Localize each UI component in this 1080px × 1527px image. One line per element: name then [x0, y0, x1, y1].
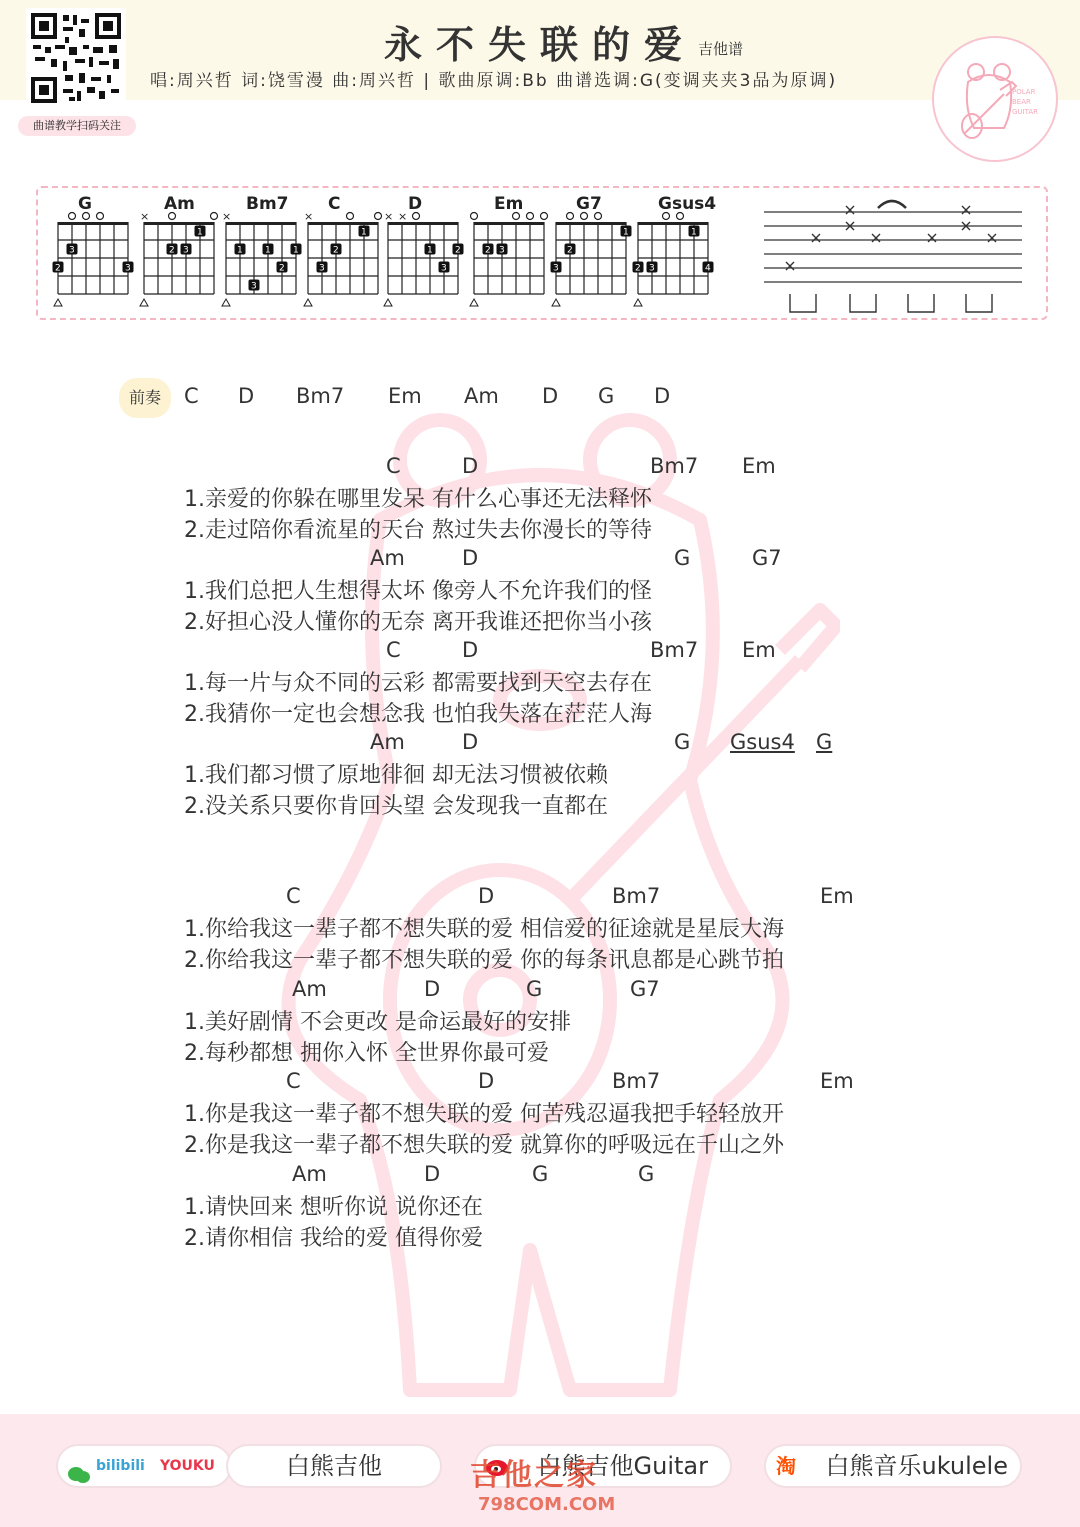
finger-dot: [195, 226, 206, 238]
finger-dot: [277, 262, 288, 274]
chord-grid: [630, 194, 716, 314]
lyric-line: 1.你给我这一辈子都不想失联的爱 相信爱的征途就是星辰大海: [184, 917, 784, 942]
chord-symbol: Em: [742, 638, 776, 662]
finger-dot: [263, 244, 274, 256]
chord-symbol: Em: [820, 1069, 854, 1093]
finger-dot: [181, 244, 192, 256]
site-watermark-url: 798COM.COM: [478, 1494, 616, 1515]
svg-text:2: 2: [485, 245, 491, 256]
svg-text:GUITAR: GUITAR: [1012, 108, 1038, 116]
open-string-marker: [347, 213, 354, 220]
lyric-line: 1.我们总把人生想得太坏 像旁人不允许我们的怪: [184, 579, 652, 604]
chord-symbol: G: [526, 977, 543, 1001]
svg-text:1: 1: [197, 227, 203, 238]
chord-symbol: Am: [370, 730, 405, 754]
svg-text:3: 3: [319, 263, 325, 274]
finger-dot: [453, 244, 464, 256]
intro-chord: Em: [388, 384, 422, 408]
muted-string-marker: ×: [384, 210, 394, 223]
chord-symbol: D: [462, 546, 479, 570]
channel-label: 白熊吉他Guitar: [537, 1452, 708, 1480]
intro-label: 前奏: [119, 378, 171, 418]
chord-nut: [144, 222, 214, 225]
svg-text:1: 1: [623, 227, 629, 238]
chord-symbol: Bm7: [650, 454, 699, 478]
chord-grid: [380, 194, 466, 314]
finger-dot: [167, 244, 178, 256]
chord-symbol: Bm7: [650, 638, 699, 662]
page-title: 永不失联的爱: [384, 23, 697, 67]
chord-name: Bm7: [246, 194, 289, 214]
chord-symbol: G7: [752, 546, 782, 570]
open-string-marker: [413, 213, 420, 220]
svg-text:1: 1: [691, 227, 697, 238]
finger-dot: [551, 262, 562, 274]
chord-symbol: G: [674, 546, 691, 570]
wechat-icon: [68, 1456, 90, 1474]
chord-name: Em: [494, 194, 524, 214]
open-string-marker: [527, 213, 534, 220]
chord-grid: [300, 194, 386, 314]
song-credits: 唱:周兴哲 词:饶雪漫 曲:周兴哲 | 歌曲原调:Bb 曲谱选调:G(变调夹夹3品为原调): [150, 71, 838, 91]
chord-symbol: D: [462, 730, 479, 754]
root-marker: [222, 299, 230, 306]
chord-symbol: Bm7: [612, 884, 661, 908]
chord-grid: [50, 194, 136, 314]
open-string-marker: [595, 213, 602, 220]
chord-symbol: D: [424, 1162, 441, 1186]
chord-name: G: [78, 194, 92, 214]
root-marker: [634, 299, 642, 306]
finger-dot: [497, 244, 508, 256]
open-string-marker: [97, 213, 104, 220]
lyric-line: 2.我猜你一定也会想念我 也怕我失落在茫茫人海: [184, 702, 652, 727]
finger-dot: [359, 226, 370, 238]
muted-string-marker: ×: [222, 210, 232, 223]
lyric-line: 1.我们都习惯了原地徘徊 却无法习惯被依赖: [184, 763, 608, 788]
finger-dot: [53, 262, 64, 274]
site-watermark: 吉他之家: [470, 1458, 598, 1493]
chord-symbol: G: [638, 1162, 655, 1186]
finger-dot: [689, 226, 700, 238]
svg-text:2: 2: [333, 245, 339, 256]
svg-text:3: 3: [183, 245, 189, 256]
svg-text:2: 2: [169, 245, 175, 256]
chord-symbol: C: [386, 454, 401, 478]
finger-dot: [317, 262, 328, 274]
chord-symbol: D: [424, 977, 441, 1001]
root-marker: [470, 299, 478, 306]
chord-grid: [466, 194, 552, 314]
muted-string-marker: ×: [140, 210, 150, 223]
root-marker: [304, 299, 312, 306]
lyric-line: 1.每一片与众不同的云彩 都需要找到天空去存在: [184, 671, 652, 696]
svg-text:2: 2: [455, 245, 461, 256]
lyric-line: 2.每秒都想 拥你入怀 全世界你最可爱: [184, 1041, 549, 1066]
intro-chord: D: [238, 384, 255, 408]
chord-symbol: D: [462, 454, 479, 478]
intro-chord: D: [542, 384, 559, 408]
finger-dot: [439, 262, 450, 274]
finger-dot: [703, 262, 714, 274]
finger-dot: [633, 262, 644, 274]
lyric-line: 2.走过陪你看流星的天台 熬过失去你漫长的等待: [184, 518, 652, 543]
chord-grid: [548, 194, 634, 314]
root-marker: [384, 299, 392, 306]
finger-dot: [249, 280, 260, 292]
chord-symbol: Em: [820, 884, 854, 908]
root-marker: [140, 299, 148, 306]
svg-text:1: 1: [427, 245, 433, 256]
chord-symbol: Am: [370, 546, 405, 570]
chord-name: G7: [576, 194, 602, 214]
intro-chord: Bm7: [296, 384, 345, 408]
channel-pill-baixiong-guitar[interactable]: [226, 1444, 442, 1488]
chord-grid: [136, 194, 222, 314]
lyric-line: 2.好担心没人懂你的无奈 离开我谁还把你当小孩: [184, 610, 652, 635]
open-string-marker: [211, 213, 218, 220]
chord-nut: [474, 222, 544, 225]
chord-nut: [226, 222, 296, 225]
svg-text:3: 3: [499, 245, 505, 256]
channel-label: 白熊音乐ukulele: [825, 1452, 1008, 1480]
chord-name: Am: [164, 194, 195, 214]
chord-symbol: G: [816, 730, 833, 754]
finger-dot: [483, 244, 494, 256]
svg-text:3: 3: [649, 263, 655, 274]
youku-logo: YOUKU: [160, 1458, 215, 1474]
chord-symbol: Gsus4: [730, 730, 795, 754]
chord-symbol: C: [386, 638, 401, 662]
open-string-marker: [169, 213, 176, 220]
intro-chord: C: [184, 384, 199, 408]
chord-nut: [308, 222, 378, 225]
root-marker: [54, 299, 62, 306]
svg-text:3: 3: [251, 281, 257, 292]
muted-string-marker: ×: [398, 210, 408, 223]
chord-symbol: C: [286, 1069, 301, 1093]
intro-chord: G: [598, 384, 615, 408]
finger-dot: [565, 244, 576, 256]
svg-text:2: 2: [55, 263, 61, 274]
open-string-marker: [677, 213, 684, 220]
svg-text:BEAR: BEAR: [1012, 98, 1031, 106]
channel-label: 白熊吉他: [286, 1452, 382, 1480]
chord-nut: [638, 222, 708, 225]
svg-text:1: 1: [237, 245, 243, 256]
open-string-marker: [471, 213, 478, 220]
finger-dot: [123, 262, 134, 274]
chord-symbol: G: [674, 730, 691, 754]
qr-caption: 曲谱教学扫码关注: [18, 116, 136, 136]
intro-chord: Am: [464, 384, 499, 408]
chord-symbol: D: [462, 638, 479, 662]
svg-text:3: 3: [125, 263, 131, 274]
open-string-marker: [69, 213, 76, 220]
lyric-line: 2.你给我这一辈子都不想失联的爱 你的每条讯息都是心跳节拍: [184, 948, 784, 973]
lyric-line: 1.你是我这一辈子都不想失联的爱 何苦残忍逼我把手轻轻放开: [184, 1102, 784, 1127]
svg-text:2: 2: [567, 245, 573, 256]
chord-symbol: G: [532, 1162, 549, 1186]
intro-chord: D: [654, 384, 671, 408]
chord-symbol: G7: [630, 977, 660, 1001]
chord-symbol: Am: [292, 1162, 327, 1186]
open-string-marker: [581, 213, 588, 220]
chord-name: D: [408, 194, 423, 214]
chord-nut: [556, 222, 626, 225]
video-platforms-pill[interactable]: [56, 1444, 232, 1488]
svg-text:1: 1: [265, 245, 271, 256]
bilibili-logo: bilibili: [96, 1458, 145, 1474]
svg-text:1: 1: [361, 227, 367, 238]
taobao-icon: 淘: [776, 1454, 796, 1478]
svg-text:3: 3: [441, 263, 447, 274]
muted-string-marker: ×: [304, 210, 314, 223]
qr-code[interactable]: [26, 8, 126, 108]
chord-grid: [218, 194, 304, 314]
lyric-line: 1.请快回来 想听你说 说你还在: [184, 1195, 483, 1220]
svg-text:3: 3: [69, 245, 75, 256]
root-marker: [552, 299, 560, 306]
open-string-marker: [541, 213, 548, 220]
finger-dot: [235, 244, 246, 256]
chord-symbol: C: [286, 884, 301, 908]
lyric-line: 2.请你相信 我给的爱 值得你爱: [184, 1226, 483, 1251]
chord-symbol: Em: [742, 454, 776, 478]
chord-name: Gsus4: [658, 194, 717, 214]
open-string-marker: [663, 213, 670, 220]
chord-name: C: [328, 194, 341, 214]
title-tag: 吉他谱: [698, 40, 744, 58]
bear-background-watermark: [240, 400, 840, 1410]
finger-dot: [67, 244, 78, 256]
chord-symbol: Am: [292, 977, 327, 1001]
lyric-line: 1.亲爱的你躲在哪里发呆 有什么心事还无法释怀: [184, 487, 652, 512]
svg-text:2: 2: [635, 263, 641, 274]
open-string-marker: [567, 213, 574, 220]
open-string-marker: [83, 213, 90, 220]
polar-bear-logo: [932, 36, 1058, 162]
svg-text:2: 2: [279, 263, 285, 274]
open-string-marker: [513, 213, 520, 220]
strum-pattern: [760, 196, 1026, 324]
lyric-line: 1.美好剧情 不会更改 是命运最好的安排: [184, 1010, 571, 1035]
lyric-line: 2.没关系只要你肯回头望 会发现我一直都在: [184, 794, 608, 819]
finger-dot: [425, 244, 436, 256]
chord-symbol: Bm7: [612, 1069, 661, 1093]
chord-nut: [58, 222, 128, 225]
chord-symbol: D: [478, 884, 495, 908]
svg-text:1: 1: [293, 245, 299, 256]
finger-dot: [331, 244, 342, 256]
svg-text:3: 3: [553, 263, 559, 274]
lyric-line: 2.你是我这一辈子都不想失联的爱 就算你的呼吸远在千山之外: [184, 1133, 784, 1158]
logo-text-polar: POLAR: [1012, 88, 1036, 96]
svg-text:4: 4: [705, 263, 711, 274]
taobao-channel-pill[interactable]: [764, 1444, 1022, 1488]
finger-dot: [647, 262, 658, 274]
chord-symbol: D: [478, 1069, 495, 1093]
